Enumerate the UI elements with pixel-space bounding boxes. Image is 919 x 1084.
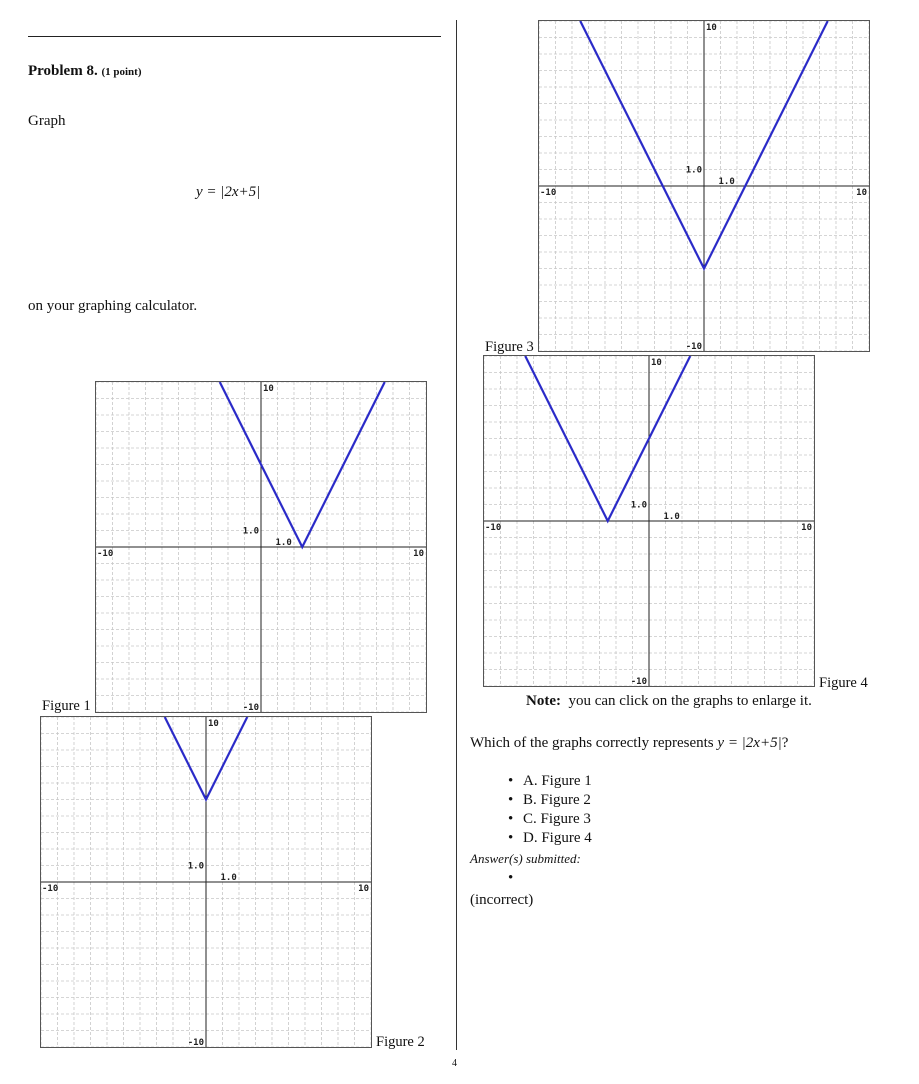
tick-label-ymax: 10 <box>208 719 219 729</box>
figure-1-label: Figure 1 <box>42 698 91 714</box>
tick-label-xmax: 10 <box>413 549 424 559</box>
column-divider <box>456 20 457 1050</box>
problem-heading <box>28 63 142 80</box>
tick-label-y-unit: 1.0 <box>242 526 259 537</box>
figure-3-graph[interactable] <box>538 20 870 352</box>
choice-d[interactable]: • D. Figure 4 <box>508 829 592 848</box>
tick-label-ymin: -10 <box>630 677 647 686</box>
tick-label-x-unit: 1.0 <box>275 538 292 548</box>
figure-3-plot <box>539 21 869 351</box>
note-label: Note: <box>526 693 561 709</box>
tick-label-xmin: -10 <box>42 884 59 894</box>
calculator-text: on your graphing calculator. <box>28 298 198 314</box>
tick-label-xmin: -10 <box>540 188 557 198</box>
tick-label-xmin: -10 <box>485 523 502 533</box>
tick-label-y-unit: 1.0 <box>685 165 702 176</box>
question-text: Which of the graphs correctly represents <box>470 735 714 751</box>
tick-label-ymax: 10 <box>706 23 717 33</box>
note <box>526 693 812 710</box>
tick-label-x-unit: 1.0 <box>663 512 680 522</box>
tick-label-x-unit: 1.0 <box>220 873 237 883</box>
tick-label-xmax: 10 <box>358 884 369 894</box>
question <box>470 735 788 752</box>
tick-label-xmin: -10 <box>97 549 114 559</box>
figure-4-graph[interactable] <box>483 355 815 687</box>
tick-label-ymin: -10 <box>242 703 259 712</box>
choice-b[interactable]: • B. Figure 2 <box>508 791 592 810</box>
figure-1-plot <box>96 382 426 712</box>
tick-label-xmax: 10 <box>801 523 812 533</box>
figure-1-graph[interactable] <box>95 381 427 713</box>
problem-title: Problem 8. <box>28 63 98 79</box>
figure-2-plot <box>41 717 371 1047</box>
question-suffix: ? <box>781 735 789 751</box>
instruction-text: Graph <box>28 113 66 129</box>
tick-label-ymin: -10 <box>187 1038 204 1047</box>
page-number: 4 <box>452 1058 457 1069</box>
answers-submitted-label: Answer(s) submitted: <box>470 851 581 866</box>
choice-list <box>508 772 592 848</box>
tick-label-ymax: 10 <box>263 384 274 394</box>
tick-label-x-unit: 1.0 <box>718 177 735 187</box>
note-text: you can click on the graphs to enlarge it. <box>568 693 812 709</box>
answer-status: (incorrect) <box>470 892 534 908</box>
equation: y = |2x+5| <box>196 184 261 200</box>
tick-label-y-unit: 1.0 <box>630 500 647 511</box>
figure-4-plot <box>484 356 814 686</box>
tick-label-y-unit: 1.0 <box>187 861 204 872</box>
choice-a[interactable]: • A. Figure 1 <box>508 772 592 791</box>
submitted-answer: • <box>508 870 514 886</box>
question-equation: y = |2x+5| <box>717 735 782 751</box>
top-rule <box>28 36 441 37</box>
choice-c[interactable]: • C. Figure 3 <box>508 810 592 829</box>
tick-label-ymax: 10 <box>651 358 662 368</box>
figure-4-label: Figure 4 <box>819 675 868 691</box>
figure-2-label: Figure 2 <box>376 1034 425 1050</box>
problem-points: (1 point) <box>101 66 142 78</box>
figure-2-graph[interactable] <box>40 716 372 1048</box>
tick-label-ymin: -10 <box>685 342 702 351</box>
tick-label-xmax: 10 <box>856 188 867 198</box>
figure-3-label: Figure 3 <box>485 339 534 355</box>
